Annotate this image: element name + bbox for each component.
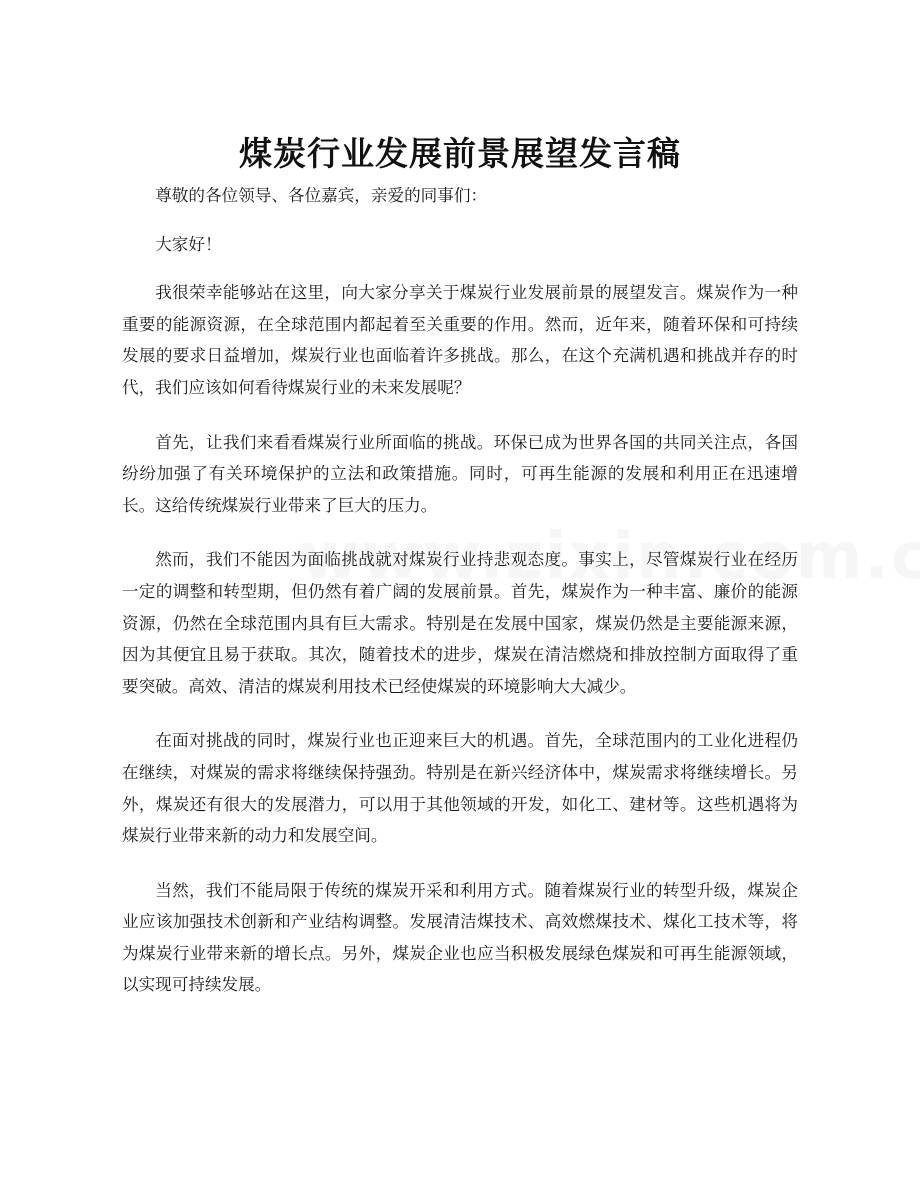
body-paragraph: 然而，我们不能因为面临挑战就对煤炭行业持悲观态度。事实上，尽管煤炭行业在经历一定的调整和转型期，但仍然有着广阔的发展前景。首先，煤炭作为一种丰富、廉价的能源资源，仍然在全球范围内具有巨大需求。特别是在发展中国家，煤炭仍然是主要能源来源，因为其便宜且易于获取。其次，随着技术的进步，煤炭在清洁燃烧和排放控制方面取得了重要突破。高效、清洁的煤炭利用技术已经使煤炭的环境影响大大减少。 (122, 550, 798, 696)
body-paragraph: 当然，我们不能局限于传统的煤炭开采和利用方式。随着煤炭行业的转型升级，煤炭企业应该加强技术创新和产业结构调整。发展清洁煤技术、高效燃煤技术、煤化工技术等，将为煤炭行业带来新的增长点。另外，煤炭企业也应当积极发展绿色煤炭和可再生能源领域，以实现可持续发展。 (122, 880, 798, 995)
document-body (122, 180, 798, 1024)
body-paragraph: 首先，让我们来看看煤炭行业所面临的挑战。环保已成为世界各国的共同关注点，各国纷纷加强了有关环境保护的立法和政策措施。同时，可再生能源的发展和利用正在迅速增长。这给传统煤炭行业带来了巨大的压力。 (122, 432, 798, 515)
greeting-paragraph: 大家好！ (155, 234, 222, 254)
document-title: 煤炭行业发展前景展望发言稿 (239, 134, 681, 174)
salutation-paragraph: 尊敬的各位领导、各位嘉宾，亲爱的同事们： (155, 186, 488, 205)
body-paragraph: 我很荣幸能够站在这里，向大家分享关于煤炭行业发展前景的展望发言。煤炭作为一种重要的能源资源，在全球范围内都起着至关重要的作用。然而，近年来，随着环保和可持续发展的要求日益增加，煤炭行业也面临着许多挑战。那么，在这个充满机遇和挑战并存的时代，我们应该如何看待煤炭行业的未来发展呢？ (122, 283, 798, 397)
body-paragraph: 在面对挑战的同时，煤炭行业也正迎来巨大的机遇。首先，全球范围内的工业化进程仍在继续，对煤炭的需求将继续保持强劲。特别是在新兴经济体中，煤炭需求将继续增长。另外，煤炭还有很大的发展潜力，可以用于其他领域的开发，如化工、建材等。这些机遇将为煤炭行业带来新的动力和发展空间。 (122, 731, 798, 846)
